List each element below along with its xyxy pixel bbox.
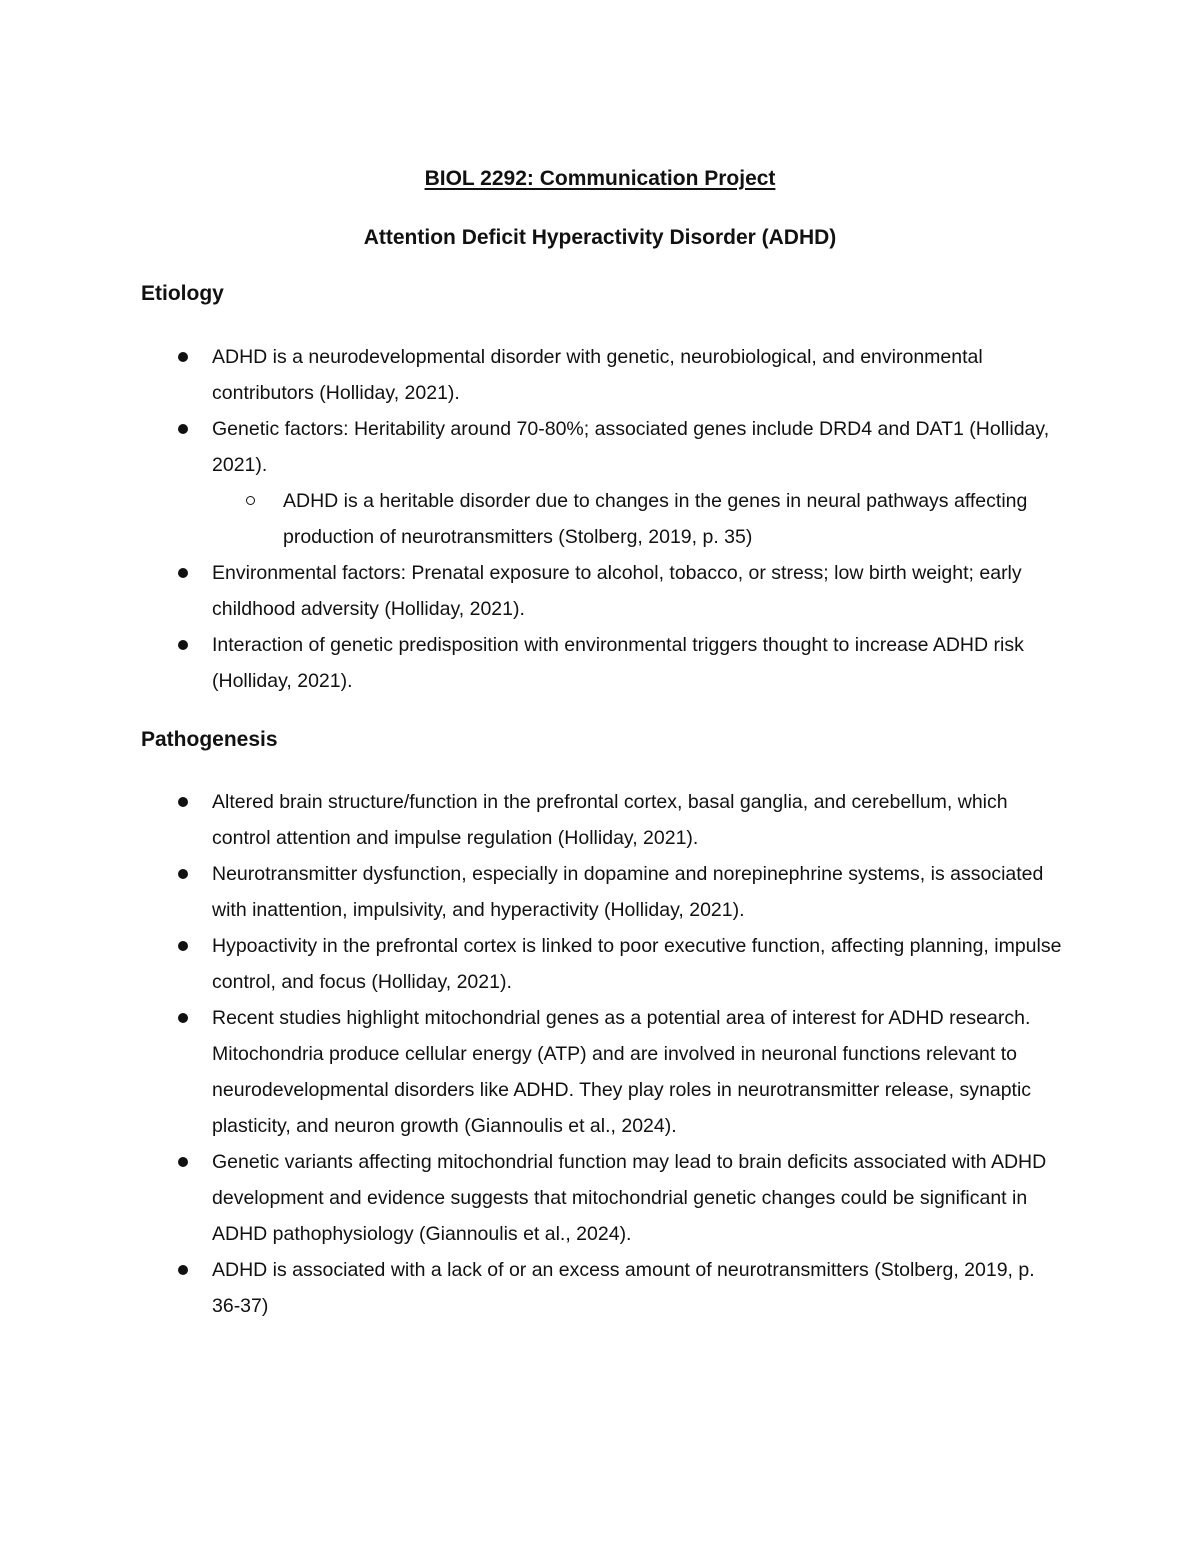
list-item-text: Recent studies highlight mitochondrial genes as a potential area of interest for ADHD research. Mitochondria produce cellular energy (ATP) and are involved in neuronal functions relevant to neurodevelopmental disorders like ADHD. They play roles in neurotransmitter release, synaptic plasticity, and neuron growth (Giannoulis et al., 2024). (212, 1007, 1032, 1137)
list-item-text: Hypoactivity in the prefrontal cortex is linked to poor executive function, affecting planning, impulse control, and focus (Holliday, 2021). (212, 935, 1062, 993)
list-item-text: Altered brain structure/function in the prefrontal cortex, basal ganglia, and cerebellum, which control attention and impulse regulation (Holliday, 2021). (212, 791, 1008, 849)
list-item-text: ADHD is a heritable disorder due to changes in the genes in neural pathways affecting production of neurotransmitters (Stolberg, 2019, p. 35) (283, 490, 1028, 548)
list-item-text: Interaction of genetic predisposition with environmental triggers thought to increase ADHD risk (Holliday, 2021). (212, 634, 1024, 692)
list-item (0, 339, 1062, 411)
list-item (0, 1252, 1062, 1324)
list-item (0, 627, 1062, 699)
list-item (0, 1144, 1062, 1252)
etiology-list (0, 339, 1200, 699)
course-title-text: BIOL 2292: Communication Project (424, 167, 776, 190)
list-item (0, 928, 1062, 1000)
list-item-text: ADHD is associated with a lack of or an excess amount of neurotransmitters (Stolberg, 2019, p. 36-37) (212, 1259, 1035, 1317)
list-item-text: ADHD is a neurodevelopmental disorder with genetic, neurobiological, and environmental contributors (Holliday, 2021). (212, 346, 983, 404)
list-item (0, 784, 1062, 856)
list-item (0, 1000, 1062, 1144)
bullet-icon (178, 1265, 188, 1275)
bullet-icon (178, 640, 188, 650)
list-item-text: Neurotransmitter dysfunction, especially in dopamine and norepinephrine systems, is associated with inattention, impulsivity, and hyperactivity (Holliday, 2021). (212, 863, 1044, 921)
list-item-text: Genetic variants affecting mitochondrial function may lead to brain deficits associated with ADHD development and evidence suggests that mitochondrial genetic changes could be significant in ADHD pathophysiology (Giannoulis et al., 2024). (212, 1151, 1047, 1245)
list-item (0, 856, 1062, 928)
list-item-text: Genetic factors: Heritability around 70-80%; associated genes include DRD4 and DAT1 (Holliday, 2021). (212, 418, 1050, 476)
bullet-icon (178, 1013, 188, 1023)
bullet-icon (178, 869, 188, 879)
sub-list-item (0, 483, 1063, 555)
list-item (0, 555, 1062, 627)
hollow-bullet-icon (246, 496, 255, 505)
bullet-icon (178, 797, 188, 807)
bullet-icon (178, 352, 188, 362)
bullet-icon (178, 941, 188, 951)
topic-title: Attention Deficit Hyperactivity Disorder (ADHD) (363, 226, 837, 249)
section-heading-etiology: Etiology (141, 282, 224, 305)
list-item (0, 411, 1062, 483)
course-title (0, 167, 1200, 191)
list-item-text: Environmental factors: Prenatal exposure to alcohol, tobacco, or stress; low birth weight; early childhood adversity (Holliday, 2021). (212, 562, 1022, 620)
bullet-icon (178, 424, 188, 434)
section-heading-pathogenesis: Pathogenesis (141, 728, 278, 751)
pathogenesis-list (0, 784, 1200, 1324)
bullet-icon (178, 1157, 188, 1167)
bullet-icon (178, 568, 188, 578)
